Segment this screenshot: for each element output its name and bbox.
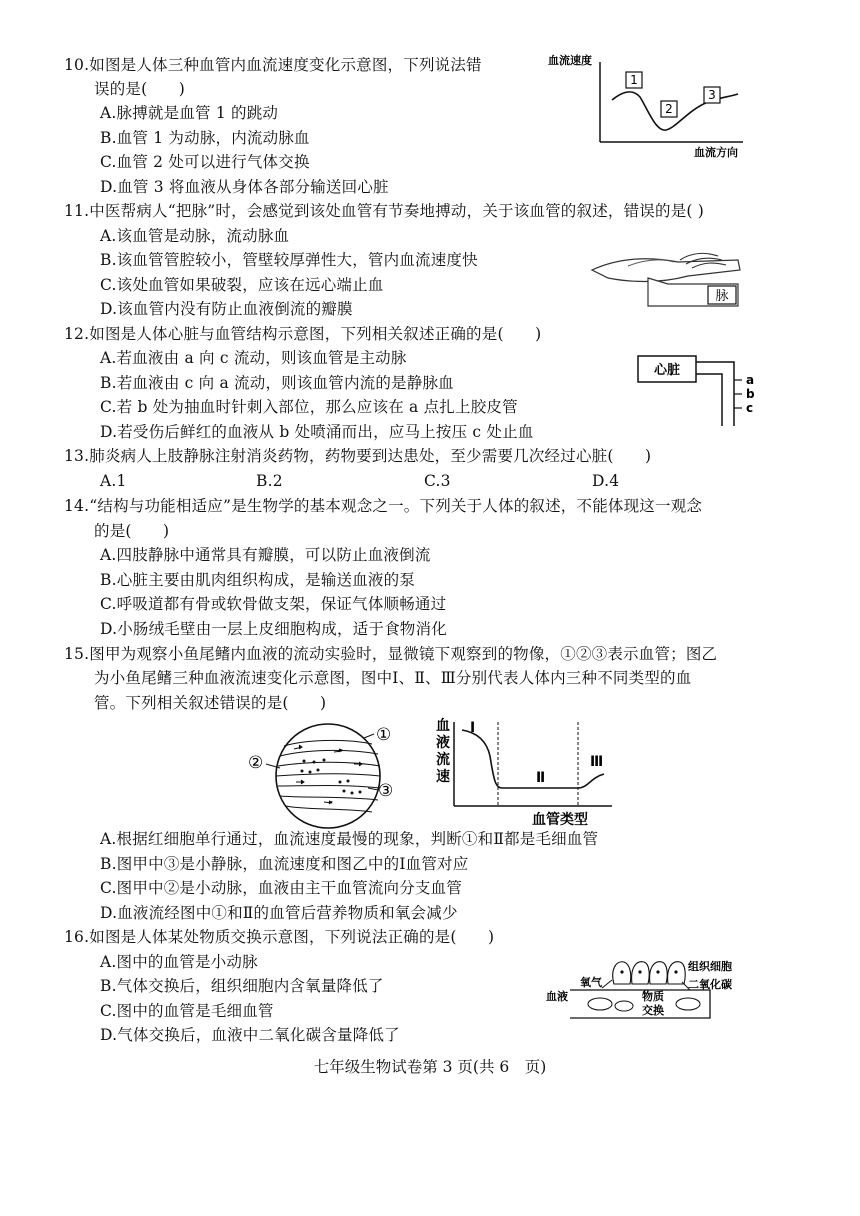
q15-option-b: B.图甲中③是小静脉，血流速度和图乙中的Ⅰ血管对应 [100,855,469,873]
q10-xlabel: 血流方向 [694,146,738,159]
q12-option-d: D.若受伤后鲜红的血液从 b 处喷涌而出，应马上按压 c 处止血 [100,423,534,441]
q16-red-cell-1 [588,998,612,1010]
q15-stem-cont-2: 管。下列相关叙述错误的是( ) [94,694,327,712]
q16-option-c: C.图中的血管是毛细血管 [100,1002,274,1020]
q11-label: 脉 [715,289,729,304]
q12-option-b: B.若血液由 c 向 a 流动，则该血管内流的是静脉血 [100,374,454,392]
q11-option-a: A.该血管是动脉，流动脉血 [100,227,290,245]
q15-option-c: C.图甲中②是小动脉，血液由主干血管流向分支血管 [100,879,463,897]
q16-label-blood: 血液 [546,990,568,1003]
q12-option-a: A.若血液由 a 向 c 流动，则该血管是主动脉 [100,349,407,367]
q13-option-d: D.4 [592,472,620,490]
q13-stem: 13.肺炎病人上肢静脉注射消炎药物，药物要到达患处，至少需要几次经过心脏( ) [64,447,652,465]
q15-zone-3: Ⅲ [590,754,604,770]
q12-stem: 12.如图是人体心脏与血管结构示意图，下列相关叙述正确的是( ) [64,325,542,343]
q12-heart-vessel-figure [636,352,766,432]
q10-option-a: A.脉搏就是血管 1 的跳动 [100,104,279,122]
q10-label-1: 1 [630,73,638,87]
q14-option-b: B.心脏主要由肌肉组织构成，是输送血液的泵 [100,571,416,589]
q16-label-exchange-1: 物质 [642,990,664,1003]
q16-option-b: B.气体交换后，组织细胞内含氧量降低了 [100,977,384,995]
q15-field-of-view [276,724,380,828]
q10-stem-cont: 误的是( ) [94,80,185,98]
q10-blood-speed-figure [548,52,758,162]
q16-tissue-cells [613,962,685,984]
q12-point-c: c [746,401,754,415]
q14-stem: 14.“结构与功能相适应”是生物学的基本观念之一。下列关于人体的叙述，不能体现这一观念 [64,497,703,515]
q15-stem: 15.图甲为观察小鱼尾鳍内血液的流动实验时，显微镜下观察到的物像，①②③表示血管；图乙 [64,645,718,663]
q15-option-a: A.根据红细胞单行通过，血流速度最慢的现象，判断①和Ⅱ都是毛细血管 [100,830,599,848]
q16-exchange-figure [544,956,744,1026]
q14-stem-cont: 的是( ) [94,522,170,540]
q15-fig-label-3: ③ [378,781,394,801]
q10-option-c: C.血管 2 处可以进行气体交换 [100,153,310,171]
q15-zone-1: Ⅰ [470,720,476,736]
q15-speed-chart [432,716,618,830]
q12-option-c: C.若 b 处为抽血时针刺入部位，那么应该在 a 点扎上胶皮管 [100,398,518,416]
q11-forearm [592,259,740,282]
q15-chart-xlabel: 血管类型 [532,812,588,828]
q11-pulse-figure [588,244,748,314]
q14-option-c: C.呼吸道都有骨或软骨做支架，保证气体顺畅通过 [100,595,447,613]
q15-fig-label-1: ① [376,725,392,745]
q16-red-cell-3 [676,998,700,1010]
q15-zone-2: Ⅱ [536,770,546,786]
q15-speed-curve [462,730,604,788]
q16-label-cells: 组织细胞 [688,960,732,973]
q15-option-d: D.血液流经图中①和Ⅱ的血管后营养物质和氧会减少 [100,904,458,922]
q10-label-3: 3 [708,88,716,102]
q11-option-b: B.该血管管腔较小，管壁较厚弹性大，管内血流速度快 [100,251,478,269]
q12-point-b: b [746,387,755,401]
q16-label-co2: 二氧化碳 [688,978,732,991]
q12-vessel-outer [696,362,734,426]
q16-option-a: A.图中的血管是小动脉 [100,953,258,971]
q11-option-c: C.该处血管如果破裂，应该在远心端止血 [100,276,384,294]
q12-vessel-inner [696,374,722,426]
q15-fig-label-2: ② [248,753,264,773]
q16-oxygen-arrow [602,980,612,988]
q11-option-d: D.该血管内没有防止血液倒流的瓣膜 [100,300,353,318]
page-footer: 七年级生物试卷第 3 页(共 6 页) [313,1058,547,1076]
q15-ylabel-1: 血 [436,718,450,734]
q13-option-c: C.3 [424,472,451,490]
q15-ylabel-4: 速 [436,769,450,785]
q15-ylabel-2: 液 [436,735,450,751]
q10-label-2: 2 [665,102,673,116]
q15-pointer-1 [364,734,374,738]
q16-red-cell-2 [615,1001,633,1011]
q10-option-b: B.血管 1 为动脉，内流动脉血 [100,129,310,147]
q15-ylabel-3: 流 [436,752,450,768]
q15-microscope-figure [244,716,414,834]
q14-option-a: A.四肢静脉中通常具有瓣膜，可以防止血液倒流 [100,546,431,564]
q11-stem: 11.中医帮病人“把脉”时，会感觉到该处血管有节奏地搏动，关于该血管的叙述，错误的是( ) [64,202,705,220]
q16-stem: 16.如图是人体某处物质交换示意图，下列说法正确的是( ) [64,928,495,946]
q15-stem-cont-1: 为小鱼尾鳍三种血液流速变化示意图，图中Ⅰ、Ⅱ、Ⅲ分别代表人体内三种不同类型的血 [94,669,692,687]
q10-ylabel: 血流速度 [548,54,592,67]
q12-point-a: a [746,373,755,387]
q12-heart-label: 心脏 [653,363,681,378]
q16-label-oxygen: 氧气 [580,976,602,989]
q13-option-b: B.2 [256,472,283,490]
q13-option-a: A.1 [100,472,127,490]
q16-option-d: D.气体交换后，血液中二氧化碳含量降低了 [100,1026,400,1044]
q14-option-d: D.小肠绒毛壁由一层上皮细胞构成，适于食物消化 [100,620,447,638]
q16-label-exchange-2: 交换 [642,1004,664,1017]
q10-option-d: D.血管 3 将血液从身体各部分输送回心脏 [100,178,389,196]
q10-stem: 10.如图是人体三种血管内血流速度变化示意图，下列说法错 [64,56,482,74]
